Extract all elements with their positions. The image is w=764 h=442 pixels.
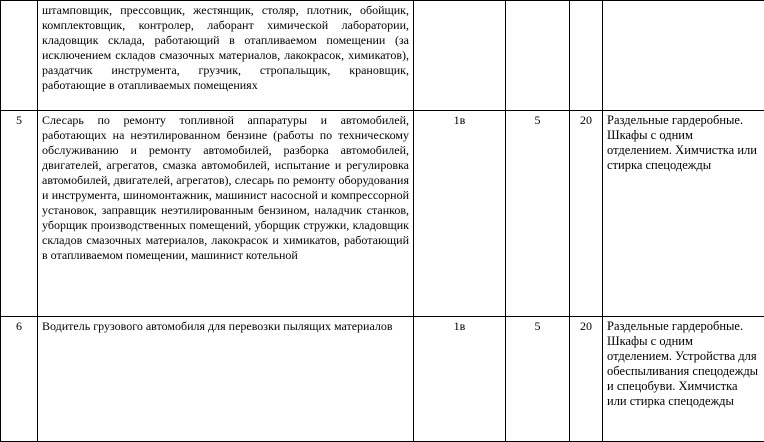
column-5-value: 20 — [570, 111, 603, 317]
profession-list: штамповщик, прессовщик, жестянщик, столяр, плотник, обойщик, комплектовщик, контролер, лаборант химической лаборатории, кладовщик склада, работающий в отапливаемом помещении (за исключением складов смазочных материалов, лакокрасок, химикатов), раздатчик инструмента, грузчик, стропальщик, крановщик, работающие в отапливаемых помещениях — [38, 1, 414, 111]
column-4-value: 5 — [506, 317, 570, 442]
table-row — [1, 317, 764, 442]
process-group — [414, 1, 506, 111]
profession-list: Слесарь по ремонту топливной аппаратуры и автомобилей, работающих на неэтилированном бензине (работы по техническому обслуживанию и ремонту автомобилей, разборка автомобилей, двигателей, агрегатов, смазка автомобилей, испытание и регулировка автомобилей, двигателей, агрегатов), слесарь по ремонту оборудования и инструмента, шиномонтажник, машинист насосной и компрессорной установок, заправщик неэтилированным бензином, наладчик станков, уборщик производственных помещений, уборщик стружки, кладовщик складов смазочных материалов, лакокрасок и химикатов, работающий в отапливаемом помещении, машинист котельной — [38, 111, 414, 317]
column-4-value: 5 — [506, 111, 570, 317]
column-5-value: 20 — [570, 317, 603, 442]
profession-list: Водитель грузового автомобиля для перевозки пылящих материалов — [38, 317, 414, 442]
table-row — [1, 111, 764, 317]
row-number — [1, 1, 38, 111]
process-group: 1в — [414, 317, 506, 442]
column-5-value — [570, 1, 603, 111]
row-number: 5 — [1, 111, 38, 317]
column-4-value — [506, 1, 570, 111]
row-number: 6 — [1, 317, 38, 442]
process-group: 1в — [414, 111, 506, 317]
table-row — [1, 1, 764, 111]
special-facilities — [603, 1, 764, 111]
special-facilities: Раздельные гардеробные. Шкафы с одним отделением. Химчистка или стирка спецодежды — [603, 111, 764, 317]
special-facilities: Раздельные гардеробные. Шкафы с одним отделением. Устройства для обеспыливания спецодежды и спецобуви. Химчистка или стирка спецодежды — [603, 317, 764, 442]
